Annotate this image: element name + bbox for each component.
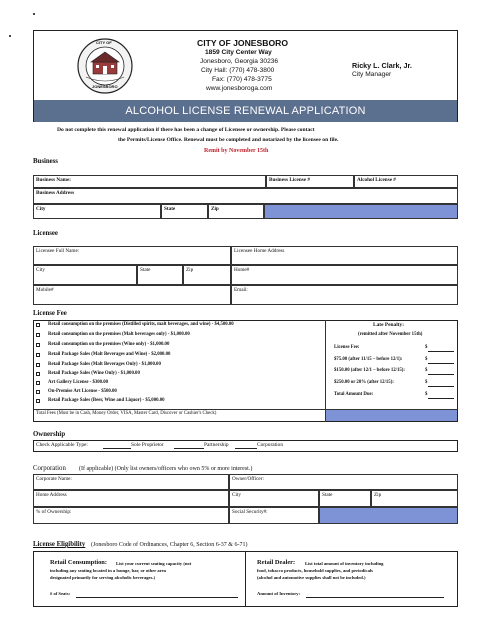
sole-proprietor-option: Sole Proprietor xyxy=(131,442,164,448)
licensee-state-field[interactable] xyxy=(137,265,183,285)
seats-input-line[interactable] xyxy=(76,597,238,598)
fax-number: Fax: (770) 478-3775 xyxy=(212,76,272,83)
fee-checkbox-9[interactable] xyxy=(36,399,40,403)
corp-state-label: State xyxy=(322,492,333,498)
retail-consumption-text-2: including any seating located in a lounge, bar, or other area xyxy=(50,568,166,573)
manager-title: City Manager xyxy=(352,71,392,78)
notice-line-2: the Permits/License Office. Renewal must be completed and notarized by the licensee on file. xyxy=(118,137,339,143)
retail-consumption-title: Retail Consumption: xyxy=(50,559,107,566)
ownership-percent-field[interactable] xyxy=(33,507,229,524)
fee-item-8: On-Premise Art License - $500.00 xyxy=(48,389,117,394)
business-address-label: Business Address xyxy=(36,190,75,196)
late-row-label: $150.00 (after 12/1 – before 12/15): xyxy=(334,368,405,373)
ownership-box xyxy=(33,440,458,452)
social-security-label: Social Security#: xyxy=(232,509,268,515)
retail-dealer-text-3: (alcohol and automotive supplies shall not be included.) xyxy=(257,575,366,580)
corporation-subtitle: (If applicable) (Only list owners/officers who own 5% or more interest.) xyxy=(79,466,253,472)
eligibility-divider xyxy=(245,551,246,607)
header-box xyxy=(33,30,458,122)
corp-home-address-label: Home Address xyxy=(36,492,67,498)
partnership-option: Partnership xyxy=(204,442,229,448)
late-row-value: $ xyxy=(425,357,428,362)
late-row-line[interactable] xyxy=(428,363,454,364)
business-zip-label: Zip xyxy=(211,206,219,212)
corp-city-field[interactable] xyxy=(229,490,319,507)
licensee-mobile-label: Mobile# xyxy=(36,287,54,293)
licensee-state-label: State xyxy=(140,267,151,273)
licensee-full-name-field[interactable] xyxy=(33,246,231,265)
late-penalty-title: Late Penalty: xyxy=(373,322,404,328)
business-section-title: Business xyxy=(33,158,58,165)
fee-item-6: Retail Package Sales (Wine Only) - $1,000.00 xyxy=(48,371,140,376)
late-penalty-subtitle: (remitted after November 15th) xyxy=(358,332,423,337)
business-city-field[interactable] xyxy=(33,204,161,219)
late-row-line[interactable] xyxy=(428,398,454,399)
social-security-field[interactable] xyxy=(229,507,319,524)
late-row-line[interactable] xyxy=(428,374,454,375)
business-license-label: Business License # xyxy=(269,177,310,183)
website: www.jonesboroga.com xyxy=(206,85,273,92)
alcohol-license-field[interactable] xyxy=(354,175,458,188)
licensee-home-address-label: Licensee Home Address xyxy=(234,248,285,254)
fee-checkbox-7[interactable] xyxy=(36,381,40,385)
fee-checkbox-2[interactable] xyxy=(36,333,40,337)
corporate-name-field[interactable] xyxy=(33,474,229,490)
late-row-value: $ xyxy=(425,392,428,397)
business-city-label: City xyxy=(36,206,46,212)
total-fees-label: Total Fees (Must be in Cash, Money Order, VISA, Master Card, Discover or Cashier's Check) xyxy=(36,411,217,416)
address-line-1: 1859 City Center Way xyxy=(205,49,272,56)
corporation-section-title: Corporation xyxy=(33,465,66,472)
licensee-email-field[interactable] xyxy=(231,285,458,305)
fee-checkbox-1[interactable] xyxy=(36,323,40,327)
licensee-email-label: Email: xyxy=(234,287,248,293)
licensee-zip-field[interactable] xyxy=(183,265,231,285)
form-title: ALCOHOL LICENSE RENEWAL APPLICATION xyxy=(125,105,366,117)
licensee-mobile-field[interactable] xyxy=(33,285,231,305)
fee-item-7: Art Gallery License - $300.00 xyxy=(48,380,109,385)
business-zip-field[interactable] xyxy=(208,204,264,219)
late-row-line[interactable] xyxy=(428,351,454,352)
late-row-label: $75.00 (after 11/15 – before 12/1): xyxy=(334,357,403,362)
owner-officer-label: Owner/Officer: xyxy=(232,476,264,482)
retail-dealer-text-2: food, tobacco products, household supplies, and periodicals xyxy=(257,568,373,573)
business-license-field[interactable] xyxy=(266,175,354,188)
inventory-label: Amount of Inventory: xyxy=(257,591,301,596)
ownership-check-label: Check Applicable Type: xyxy=(36,442,88,448)
seats-label: # of Seats: xyxy=(50,591,71,596)
corporate-name-label: Corporate Name: xyxy=(36,476,72,482)
fee-checkbox-6[interactable] xyxy=(36,372,40,376)
fee-item-9: Retail Package Sales (Beer, Wine and Liquor) - $5,000.00 xyxy=(48,398,165,403)
license-fee-section-title: License Fee xyxy=(33,310,67,317)
notice-line-1: Do not complete this renewal application if there has been a change of Licensee or ownership. Please contact xyxy=(57,127,315,133)
scan-dot xyxy=(9,35,11,37)
fee-item-3: Retail consumption on the premises (Wine only) - $1,000.00 xyxy=(48,342,170,347)
city-hall-phone: City Hall: (770) 478-3800 xyxy=(201,67,275,74)
retail-dealer-text-1: List total amount of inventory including xyxy=(305,561,384,566)
licensee-zip-label: Zip xyxy=(186,267,194,273)
late-row-label: $250.00 or 20% (after 12/15): xyxy=(334,380,394,385)
corp-zip-label: Zip xyxy=(374,492,382,498)
corp-home-address-field[interactable] xyxy=(33,490,229,507)
corp-state-field[interactable] xyxy=(319,490,371,507)
retail-consumption-text-1: List your current seating capacity (not xyxy=(116,561,192,566)
corp-office-use-field xyxy=(319,507,458,524)
business-office-use-field xyxy=(264,204,458,219)
city-name: CITY OF JONESBORO xyxy=(197,38,289,48)
late-row-value: $ xyxy=(425,368,428,373)
ownership-section-title: Ownership xyxy=(33,431,66,438)
corporation-option: Corporation xyxy=(257,442,284,448)
late-row-line[interactable] xyxy=(428,386,454,387)
licensee-city-field[interactable] xyxy=(33,265,137,285)
fee-item-2: Retail consumption on the premises (Malt beverages only) - $1,000.00 xyxy=(48,332,190,337)
eligibility-subtitle: (Jonesboro Code of Ordinances, Chapter 6, Section 6-37 & 6-71) xyxy=(91,542,248,548)
licensee-home-phone-field[interactable] xyxy=(231,265,458,285)
fee-checkbox-8[interactable] xyxy=(36,390,40,394)
late-row-label: License Fee: xyxy=(334,345,360,350)
business-state-label: State xyxy=(164,206,176,212)
fee-checkbox-4[interactable] xyxy=(36,353,40,357)
partnership-blank[interactable] xyxy=(174,448,204,449)
retail-dealer-title: Retail Dealer: xyxy=(257,559,296,566)
seal-text-top: CITY OF xyxy=(96,40,112,45)
address-line-2: Jonesboro, Georgia 30236 xyxy=(200,58,279,65)
scan-dot xyxy=(33,13,35,15)
fee-checkbox-3[interactable] xyxy=(36,343,40,347)
remit-deadline: Remit by November 15th xyxy=(204,148,269,154)
corporation-blank[interactable] xyxy=(235,448,257,449)
retail-consumption-text-3: designated primarily for serving alcoholic beverages.) xyxy=(50,575,156,580)
licensee-home-phone-label: Home# xyxy=(234,267,250,273)
title-banner xyxy=(34,100,457,122)
licensee-full-name-label: Licensee Full Name: xyxy=(36,248,80,254)
manager-name: Ricky L. Clark, Jr. xyxy=(352,61,412,70)
fee-checkbox-5[interactable] xyxy=(36,363,40,367)
fee-item-1: Retail consumption on the premises (Distilled spirits, malt beverages, and wine) - $4,500.00 xyxy=(48,322,234,327)
fee-divider-vertical xyxy=(325,320,326,422)
licensee-home-address-field[interactable] xyxy=(231,246,458,265)
late-row-value: $ xyxy=(425,345,428,350)
fee-item-5: Retail Package Sales (Malt Beverages Only) - $1,000.00 xyxy=(48,362,161,367)
business-name-field[interactable] xyxy=(33,175,266,188)
corp-zip-field[interactable] xyxy=(371,490,458,507)
licensee-city-label: City xyxy=(36,267,45,273)
total-fees-field xyxy=(326,410,457,421)
sole-proprietor-blank[interactable] xyxy=(103,448,131,449)
owner-officer-field[interactable] xyxy=(229,474,458,490)
eligibility-section-title: License Eligibility xyxy=(33,541,86,548)
business-name-label: Business Name: xyxy=(36,177,72,183)
inventory-input-line[interactable] xyxy=(306,597,444,598)
late-row-label: Total Amount Due: xyxy=(334,392,374,397)
alcohol-license-label: Alcohol License # xyxy=(357,177,396,183)
business-state-field[interactable] xyxy=(161,204,208,219)
corp-city-label: City xyxy=(232,492,241,498)
business-address-field[interactable] xyxy=(33,188,458,204)
seal-text-bottom: JONESBORO xyxy=(92,84,118,89)
fee-item-4: Retail Package Sales (Malt Beverages and Wine) - $2,000.00 xyxy=(48,352,171,357)
ownership-percent-label: % of Ownership: xyxy=(36,509,72,515)
late-row-value: $ xyxy=(425,380,428,385)
licensee-section-title: Licensee xyxy=(33,230,58,237)
